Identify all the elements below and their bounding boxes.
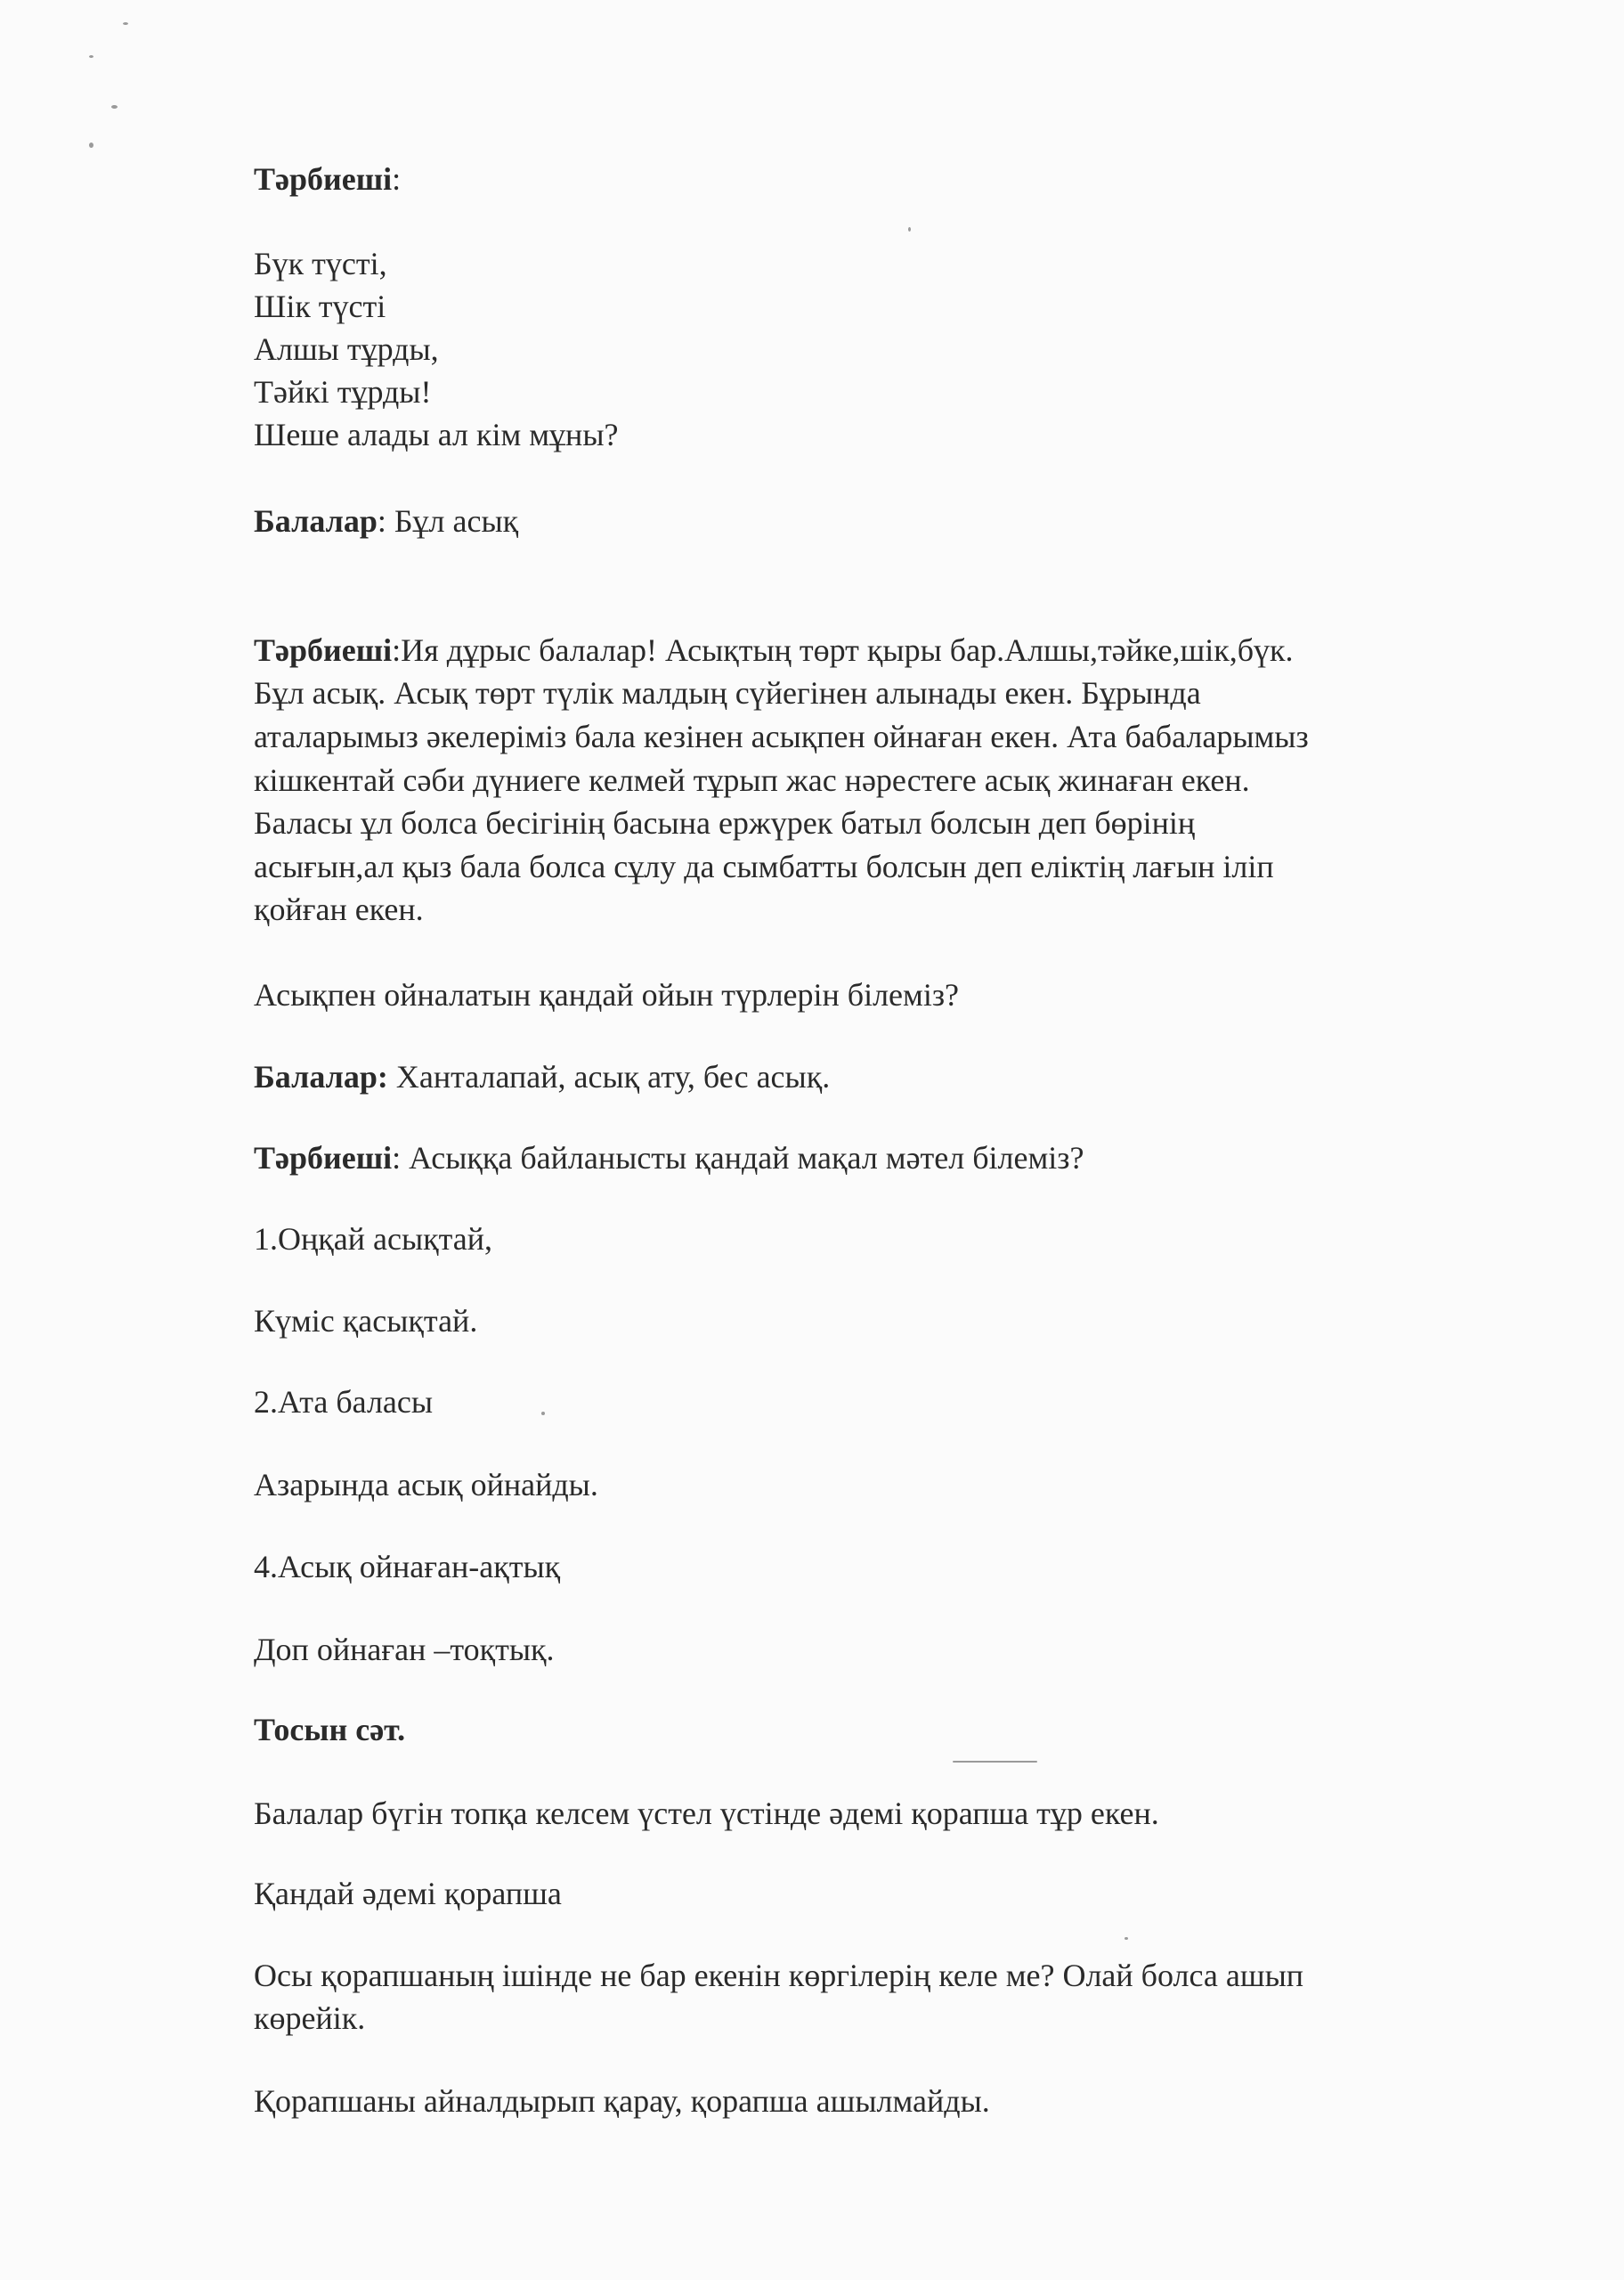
scan-speck <box>1125 1937 1128 1940</box>
teacher-para-line-4: кішкентай сәби дүниеге келмей тұрып жас нәрестеге асық жинаған екен. <box>254 762 1250 798</box>
closing-line-3: Осы қорапшаның ішінде не бар екенін көргілерің келе ме? Олай болса ашып <box>254 1958 1304 1993</box>
teacher-label-1: Тәрбиеші: <box>254 161 402 197</box>
question-games: Асықпен ойналатын қандай ойын түрлерін білеміз? <box>254 977 960 1013</box>
scan-speck <box>953 1761 1037 1763</box>
surprise-heading: Тосын сәт. <box>254 1712 406 1747</box>
closing-line-2: Қандай әдемі қорапша <box>254 1876 562 1911</box>
proverb-line-2: Күміс қасықтай. <box>254 1303 478 1339</box>
children-label-2: Балалар: <box>254 1059 388 1095</box>
closing-line-4: көрейік. <box>254 2000 366 2036</box>
proverb-line-5: 4.Асық ойнаған-ақтық <box>254 1549 561 1584</box>
proverb-line-4: Азарында асық ойнайды. <box>254 1467 598 1502</box>
scan-speck <box>111 105 118 109</box>
teacher-para-line-1: Тәрбиеші:Ия дұрыс балалар! Асықтың төрт қыры бар.Алшы,тәйке,шік,бүк. <box>254 632 1294 668</box>
riddle-line-3: Алшы тұрды, <box>254 331 439 367</box>
proverb-line-3: 2.Ата баласы <box>254 1384 434 1420</box>
teacher-para-line-7: қойған екен. <box>254 892 424 927</box>
scan-speck <box>908 227 911 232</box>
scan-speck <box>89 55 93 58</box>
teacher-label-3: Тәрбиеші <box>254 1140 393 1176</box>
scan-speck <box>89 142 93 148</box>
teacher-question-2: Тәрбиеші: Асыққа байланысты қандай мақал мәтел білеміз? <box>254 1140 1084 1176</box>
proverb-line-1: 1.Оңқай асықтай, <box>254 1221 493 1257</box>
teacher-para-line-5: Баласы ұл болса бесігінің басына ержүрек батыл болсын деп бөрінің <box>254 805 1196 841</box>
teacher-para-line-6: асығын,ал қыз бала болса сұлу да сымбатты болсын деп еліктің лағын іліп <box>254 849 1274 884</box>
proverb-line-6: Доп ойнаған –тоқтық. <box>254 1632 555 1667</box>
riddle-line-1: Бүк түсті, <box>254 246 387 281</box>
children-answer-2: Балалар: Ханталапай, асық ату, бес асық. <box>254 1059 831 1095</box>
teacher-para-line-2: Бұл асық. Асық төрт түлік малдың сүйегінен алынады екен. Бұрында <box>254 675 1201 711</box>
riddle-line-5: Шеше алады ал кім мұны? <box>254 417 619 452</box>
scan-speck <box>123 22 128 25</box>
scan-speck <box>541 1412 545 1415</box>
closing-line-5: Қорапшаны айналдырып қарау, қорапша ашылмайды. <box>254 2083 990 2119</box>
closing-line-1: Балалар бүгін топқа келсем үстел үстінде әдемі қорапша тұр екен. <box>254 1796 1159 1831</box>
children-answer-1: Балалар: Бұл асық <box>254 503 519 539</box>
riddle-line-4: Тәйкі тұрды! <box>254 374 432 410</box>
children-label: Балалар <box>254 503 378 539</box>
teacher-para-line-3: аталарымыз әкелеріміз бала кезінен асықпен ойнаған екен. Ата бабаларымыз <box>254 719 1309 754</box>
teacher-label-2: Тәрбиеші <box>254 632 393 668</box>
riddle-line-2: Шік түсті <box>254 289 386 324</box>
